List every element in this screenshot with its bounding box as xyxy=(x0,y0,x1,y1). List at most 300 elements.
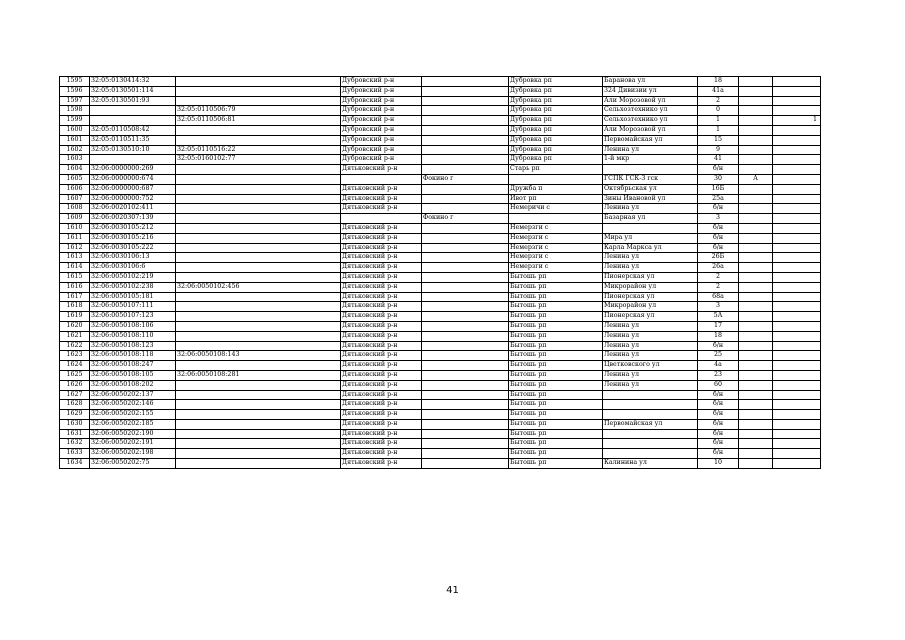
cell-city xyxy=(422,302,509,312)
cell-street: Ленина ул xyxy=(603,321,698,331)
cell-district xyxy=(341,174,422,184)
cell-city xyxy=(422,135,509,145)
cell-street: Ленина ул xyxy=(603,263,698,273)
table-row xyxy=(60,243,821,253)
cell-extra xyxy=(773,204,821,214)
cell-district xyxy=(341,214,422,224)
cell-city xyxy=(422,233,509,243)
cell-extra xyxy=(773,400,821,410)
cell-extra xyxy=(773,106,821,116)
cell-cadastral-number: 32:06:0030105:216 xyxy=(90,233,176,243)
cell-row-number: 1633 xyxy=(60,449,90,459)
cell-house-number: 0 xyxy=(698,106,739,116)
cell-parent-cadastral-number: 32:05:0110516:22 xyxy=(176,145,341,155)
table-row xyxy=(60,439,821,449)
cell-extra xyxy=(773,439,821,449)
cell-extra xyxy=(773,155,821,165)
cell-street: Ленина ул xyxy=(603,370,698,380)
cell-row-number: 1600 xyxy=(60,125,90,135)
table-row xyxy=(60,341,821,351)
cell-house-number: б/н xyxy=(698,165,739,175)
cell-building xyxy=(739,459,773,469)
cell-house-number: 25 xyxy=(698,351,739,361)
cell-parent-cadastral-number xyxy=(176,419,341,429)
cell-house-number: 17 xyxy=(698,321,739,331)
cell-city xyxy=(422,410,509,420)
cell-row-number: 1598 xyxy=(60,106,90,116)
cell-street: Октябрьская ул xyxy=(603,184,698,194)
cell-building xyxy=(739,96,773,106)
cell-row-number: 1605 xyxy=(60,174,90,184)
cell-district: Дятьковский р-н xyxy=(341,292,422,302)
cell-settlement: Дружба п xyxy=(509,184,603,194)
cell-parent-cadastral-number: 32:05:0160102:77 xyxy=(176,155,341,165)
cell-cadastral-number: 32:06:0050105:181 xyxy=(90,292,176,302)
table-row xyxy=(60,449,821,459)
cell-house-number: б/н xyxy=(698,429,739,439)
cell-building xyxy=(739,400,773,410)
cell-extra: 1 xyxy=(773,116,821,126)
cell-extra xyxy=(773,263,821,273)
cell-building xyxy=(739,312,773,322)
cell-house-number: 15 xyxy=(698,135,739,145)
cell-house-number: 5А xyxy=(698,312,739,322)
cell-settlement: Немерзги с xyxy=(509,223,603,233)
cell-district: Дубровский р-н xyxy=(341,77,422,87)
cell-street: Сельхозтехнико ул xyxy=(603,106,698,116)
cell-street: Али Морозовой ул xyxy=(603,96,698,106)
cell-building xyxy=(739,282,773,292)
cell-row-number: 1597 xyxy=(60,96,90,106)
cell-district: Дятьковский р-н xyxy=(341,449,422,459)
cell-cadastral-number: 32:06:0000000:687 xyxy=(90,184,176,194)
page-number: 41 xyxy=(446,585,459,596)
cell-building xyxy=(739,439,773,449)
cell-row-number: 1621 xyxy=(60,331,90,341)
cell-settlement: Бытошь рп xyxy=(509,459,603,469)
cell-settlement: Немерзги с xyxy=(509,263,603,273)
cell-cadastral-number: 32:05:0130510:10 xyxy=(90,145,176,155)
cell-city xyxy=(422,253,509,263)
cell-parent-cadastral-number xyxy=(176,96,341,106)
cell-row-number: 1628 xyxy=(60,400,90,410)
cell-house-number: 41а xyxy=(698,86,739,96)
cell-district: Дятьковский р-н xyxy=(341,400,422,410)
cell-street: Микрорайон ул xyxy=(603,282,698,292)
cell-parent-cadastral-number xyxy=(176,302,341,312)
cell-street: Ленина ул xyxy=(603,145,698,155)
cell-cadastral-number: 32:06:0050202:190 xyxy=(90,429,176,439)
cell-settlement: Дубровка рп xyxy=(509,155,603,165)
cell-house-number: б/н xyxy=(698,449,739,459)
cell-parent-cadastral-number xyxy=(176,253,341,263)
table-row xyxy=(60,96,821,106)
cell-parent-cadastral-number xyxy=(176,165,341,175)
cell-extra xyxy=(773,321,821,331)
cell-city xyxy=(422,272,509,282)
cell-extra xyxy=(773,449,821,459)
cell-cadastral-number: 32:06:0050202:137 xyxy=(90,390,176,400)
cell-city xyxy=(422,292,509,302)
cell-settlement: Бытошь рп xyxy=(509,292,603,302)
cell-extra xyxy=(773,351,821,361)
cell-district: Дятьковский р-н xyxy=(341,459,422,469)
cell-district: Дятьковский р-н xyxy=(341,341,422,351)
cell-building xyxy=(739,214,773,224)
cell-settlement: Бытошь рп xyxy=(509,449,603,459)
cell-street xyxy=(603,429,698,439)
table-row xyxy=(60,233,821,243)
cell-parent-cadastral-number xyxy=(176,400,341,410)
cell-city xyxy=(422,370,509,380)
cell-cadastral-number: 32:06:0050108:105 xyxy=(90,370,176,380)
table-row xyxy=(60,390,821,400)
table-row xyxy=(60,116,821,126)
cell-cadastral-number xyxy=(90,116,176,126)
cell-district: Дятьковский р-н xyxy=(341,302,422,312)
cell-settlement: Немеричи с xyxy=(509,204,603,214)
cell-parent-cadastral-number xyxy=(176,214,341,224)
cell-city xyxy=(422,400,509,410)
cell-row-number: 1596 xyxy=(60,86,90,96)
cell-building xyxy=(739,135,773,145)
table-row xyxy=(60,263,821,273)
cell-row-number: 1631 xyxy=(60,429,90,439)
cell-building xyxy=(739,429,773,439)
cell-row-number: 1595 xyxy=(60,77,90,87)
cell-settlement: Бытошь рп xyxy=(509,419,603,429)
cell-house-number: 26Б xyxy=(698,253,739,263)
cell-street xyxy=(603,165,698,175)
cell-building xyxy=(739,86,773,96)
cell-street: Ленина ул xyxy=(603,351,698,361)
cell-district: Дятьковский р-н xyxy=(341,439,422,449)
cell-city xyxy=(422,263,509,273)
cell-district: Дятьковский р-н xyxy=(341,272,422,282)
cell-building xyxy=(739,125,773,135)
cell-row-number: 1630 xyxy=(60,419,90,429)
cell-row-number: 1602 xyxy=(60,145,90,155)
cell-settlement: Бытошь рп xyxy=(509,351,603,361)
cell-row-number: 1614 xyxy=(60,263,90,273)
cell-cadastral-number: 32:06:0000000:752 xyxy=(90,194,176,204)
cell-parent-cadastral-number xyxy=(176,410,341,420)
cell-extra xyxy=(773,390,821,400)
cell-house-number: б/н xyxy=(698,204,739,214)
cell-cadastral-number: 32:06:0030106:6 xyxy=(90,263,176,273)
cell-building xyxy=(739,292,773,302)
cell-cadastral-number: 32:06:0050102:238 xyxy=(90,282,176,292)
cell-building xyxy=(739,243,773,253)
cell-row-number: 1599 xyxy=(60,116,90,126)
cell-street: Калинина ул xyxy=(603,459,698,469)
cell-street xyxy=(603,449,698,459)
cell-parent-cadastral-number xyxy=(176,459,341,469)
cell-row-number: 1619 xyxy=(60,312,90,322)
cell-city xyxy=(422,341,509,351)
cell-row-number: 1612 xyxy=(60,243,90,253)
cell-building xyxy=(739,331,773,341)
table-row xyxy=(60,253,821,263)
cell-extra xyxy=(773,282,821,292)
cell-city xyxy=(422,390,509,400)
cell-house-number: 3 xyxy=(698,302,739,312)
cell-city xyxy=(422,223,509,233)
cell-settlement: Бытошь рп xyxy=(509,312,603,322)
table-row xyxy=(60,174,821,184)
cell-row-number: 1626 xyxy=(60,380,90,390)
cell-street: Ленина ул xyxy=(603,341,698,351)
cell-house-number: 41 xyxy=(698,155,739,165)
cell-street xyxy=(603,410,698,420)
cell-street: Ленина ул xyxy=(603,380,698,390)
table-row xyxy=(60,135,821,145)
cell-building xyxy=(739,77,773,87)
cell-district: Дятьковский р-н xyxy=(341,380,422,390)
cell-row-number: 1609 xyxy=(60,214,90,224)
cell-city xyxy=(422,86,509,96)
cell-district: Дятьковский р-н xyxy=(341,282,422,292)
cell-house-number: 30 xyxy=(698,174,739,184)
cell-cadastral-number: 32:06:0050202:198 xyxy=(90,449,176,459)
cell-row-number: 1608 xyxy=(60,204,90,214)
cell-settlement: Бытошь рп xyxy=(509,390,603,400)
cell-building xyxy=(739,410,773,420)
cell-cadastral-number: 32:06:0000000:269 xyxy=(90,165,176,175)
table-row xyxy=(60,321,821,331)
cell-house-number: 18 xyxy=(698,77,739,87)
cell-house-number: б/н xyxy=(698,419,739,429)
cell-city xyxy=(422,419,509,429)
cell-cadastral-number: 32:05:0110508:42 xyxy=(90,125,176,135)
cell-extra xyxy=(773,410,821,420)
cell-building xyxy=(739,390,773,400)
cell-parent-cadastral-number xyxy=(176,233,341,243)
cell-street: Базарная ул xyxy=(603,214,698,224)
cell-building xyxy=(739,223,773,233)
cell-street: Ленина ул xyxy=(603,253,698,263)
cell-extra xyxy=(773,243,821,253)
cell-building: A xyxy=(739,174,773,184)
cell-district: Дубровский р-н xyxy=(341,116,422,126)
cell-district: Дятьковский р-н xyxy=(341,312,422,322)
cell-district: Дятьковский р-н xyxy=(341,410,422,420)
cell-city xyxy=(422,361,509,371)
cell-building xyxy=(739,145,773,155)
cell-city xyxy=(422,439,509,449)
cell-district: Дятьковский р-н xyxy=(341,419,422,429)
cell-cadastral-number: 32:06:0030105:212 xyxy=(90,223,176,233)
cell-cadastral-number: 32:06:0050202:146 xyxy=(90,400,176,410)
cell-parent-cadastral-number xyxy=(176,263,341,273)
table-row xyxy=(60,77,821,87)
table-row xyxy=(60,272,821,282)
cell-street xyxy=(603,223,698,233)
cell-parent-cadastral-number: 32:05:0110506:81 xyxy=(176,116,341,126)
cell-cadastral-number: 32:06:0030105:222 xyxy=(90,243,176,253)
cell-row-number: 1603 xyxy=(60,155,90,165)
cell-district: Дубровский р-н xyxy=(341,96,422,106)
cell-district: Дятьковский р-н xyxy=(341,390,422,400)
cell-house-number: б/н xyxy=(698,390,739,400)
cell-row-number: 1606 xyxy=(60,184,90,194)
table-row xyxy=(60,214,821,224)
cell-row-number: 1634 xyxy=(60,459,90,469)
cell-row-number: 1625 xyxy=(60,370,90,380)
cell-house-number: б/н xyxy=(698,233,739,243)
cell-parent-cadastral-number xyxy=(176,194,341,204)
cell-extra xyxy=(773,361,821,371)
cell-extra xyxy=(773,165,821,175)
table-row xyxy=(60,429,821,439)
cell-cadastral-number: 32:06:0050202:185 xyxy=(90,419,176,429)
cell-district: Дятьковский р-н xyxy=(341,331,422,341)
cell-city xyxy=(422,145,509,155)
cell-row-number: 1607 xyxy=(60,194,90,204)
cell-street: Первомайская ул xyxy=(603,135,698,145)
cell-extra xyxy=(773,77,821,87)
cell-row-number: 1616 xyxy=(60,282,90,292)
cell-settlement: Бытошь рп xyxy=(509,439,603,449)
cell-settlement: Бытошь рп xyxy=(509,321,603,331)
cell-extra xyxy=(773,292,821,302)
cell-house-number: 18 xyxy=(698,331,739,341)
table-row xyxy=(60,223,821,233)
cell-settlement: Дубровка рп xyxy=(509,106,603,116)
cell-district: Дубровский р-н xyxy=(341,135,422,145)
cell-city xyxy=(422,125,509,135)
cell-row-number: 1615 xyxy=(60,272,90,282)
cell-settlement: Бытошь рп xyxy=(509,341,603,351)
cell-extra xyxy=(773,96,821,106)
cell-street: Пионерская ул xyxy=(603,312,698,322)
cell-house-number: 68а xyxy=(698,292,739,302)
cell-row-number: 1622 xyxy=(60,341,90,351)
cell-parent-cadastral-number xyxy=(176,361,341,371)
cell-settlement: Бытошь рп xyxy=(509,400,603,410)
cell-building xyxy=(739,449,773,459)
cell-street: 324 Дивизии ул xyxy=(603,86,698,96)
cell-parent-cadastral-number xyxy=(176,439,341,449)
cell-district: Дятьковский р-н xyxy=(341,223,422,233)
cell-district: Дятьковский р-н xyxy=(341,233,422,243)
cell-row-number: 1610 xyxy=(60,223,90,233)
cell-settlement: Дубровка рп xyxy=(509,86,603,96)
cell-settlement: Бытошь рп xyxy=(509,331,603,341)
cell-parent-cadastral-number xyxy=(176,86,341,96)
cell-building xyxy=(739,184,773,194)
cell-house-number: 2 xyxy=(698,282,739,292)
cell-extra xyxy=(773,145,821,155)
cell-cadastral-number: 32:06:0050108:123 xyxy=(90,341,176,351)
cell-cadastral-number: 32:06:0050108:118 xyxy=(90,351,176,361)
cell-row-number: 1618 xyxy=(60,302,90,312)
cell-city xyxy=(422,184,509,194)
cell-city xyxy=(422,155,509,165)
cell-parent-cadastral-number xyxy=(176,204,341,214)
cell-row-number: 1620 xyxy=(60,321,90,331)
cell-district: Дятьковский р-н xyxy=(341,204,422,214)
cell-street: Карла Маркса ул xyxy=(603,243,698,253)
cell-street: Али Морозовой ул xyxy=(603,125,698,135)
cell-city xyxy=(422,380,509,390)
cell-row-number: 1624 xyxy=(60,361,90,371)
cell-row-number: 1623 xyxy=(60,351,90,361)
cell-cadastral-number: 32:06:0050108:106 xyxy=(90,321,176,331)
table-row xyxy=(60,165,821,175)
cell-street xyxy=(603,439,698,449)
cell-cadastral-number: 32:06:0020307:139 xyxy=(90,214,176,224)
cell-row-number: 1617 xyxy=(60,292,90,302)
cell-city: Фокино г xyxy=(422,174,509,184)
cell-cadastral-number: 32:06:0050108:247 xyxy=(90,361,176,371)
cell-house-number: 2 xyxy=(698,272,739,282)
cell-cadastral-number xyxy=(90,106,176,116)
cell-settlement: Бытошь рп xyxy=(509,302,603,312)
cell-settlement: Немерзги с xyxy=(509,243,603,253)
cell-extra xyxy=(773,380,821,390)
cell-cadastral-number: 32:05:0130501:93 xyxy=(90,96,176,106)
registry-table xyxy=(59,76,821,469)
cell-parent-cadastral-number: 32:06:0050102:456 xyxy=(176,282,341,292)
cell-settlement: Дубровка рп xyxy=(509,77,603,87)
cell-house-number: 25а xyxy=(698,194,739,204)
table-row xyxy=(60,410,821,420)
cell-cadastral-number: 32:05:0130414:32 xyxy=(90,77,176,87)
cell-extra xyxy=(773,184,821,194)
cell-settlement: Бытошь рп xyxy=(509,370,603,380)
cell-street: ГСПК ГСК-3 гск xyxy=(603,174,698,184)
cell-building xyxy=(739,253,773,263)
cell-city xyxy=(422,77,509,87)
cell-building xyxy=(739,419,773,429)
cell-district: Дятьковский р-н xyxy=(341,253,422,263)
cell-settlement: Дубровка рп xyxy=(509,96,603,106)
cell-house-number: 60 xyxy=(698,380,739,390)
cell-parent-cadastral-number xyxy=(176,390,341,400)
cell-settlement: Бытошь рп xyxy=(509,282,603,292)
cell-parent-cadastral-number xyxy=(176,449,341,459)
cell-settlement xyxy=(509,214,603,224)
cell-extra xyxy=(773,194,821,204)
cell-city xyxy=(422,449,509,459)
cell-parent-cadastral-number xyxy=(176,243,341,253)
cell-city xyxy=(422,312,509,322)
cell-extra xyxy=(773,135,821,145)
cell-settlement: Бытошь рп xyxy=(509,380,603,390)
table-row xyxy=(60,331,821,341)
cell-settlement: Старь рп xyxy=(509,165,603,175)
cell-city xyxy=(422,194,509,204)
cell-house-number: 23 xyxy=(698,370,739,380)
cell-extra xyxy=(773,331,821,341)
cell-parent-cadastral-number xyxy=(176,272,341,282)
cell-parent-cadastral-number xyxy=(176,135,341,145)
cell-house-number: 26а xyxy=(698,263,739,273)
cell-city xyxy=(422,165,509,175)
cell-city xyxy=(422,459,509,469)
cell-parent-cadastral-number xyxy=(176,341,341,351)
table-row xyxy=(60,292,821,302)
cell-settlement: Дубровка рп xyxy=(509,145,603,155)
cell-building xyxy=(739,155,773,165)
table-row xyxy=(60,370,821,380)
cell-extra xyxy=(773,341,821,351)
table-row xyxy=(60,419,821,429)
cell-extra xyxy=(773,214,821,224)
cell-extra xyxy=(773,312,821,322)
cell-building xyxy=(739,341,773,351)
